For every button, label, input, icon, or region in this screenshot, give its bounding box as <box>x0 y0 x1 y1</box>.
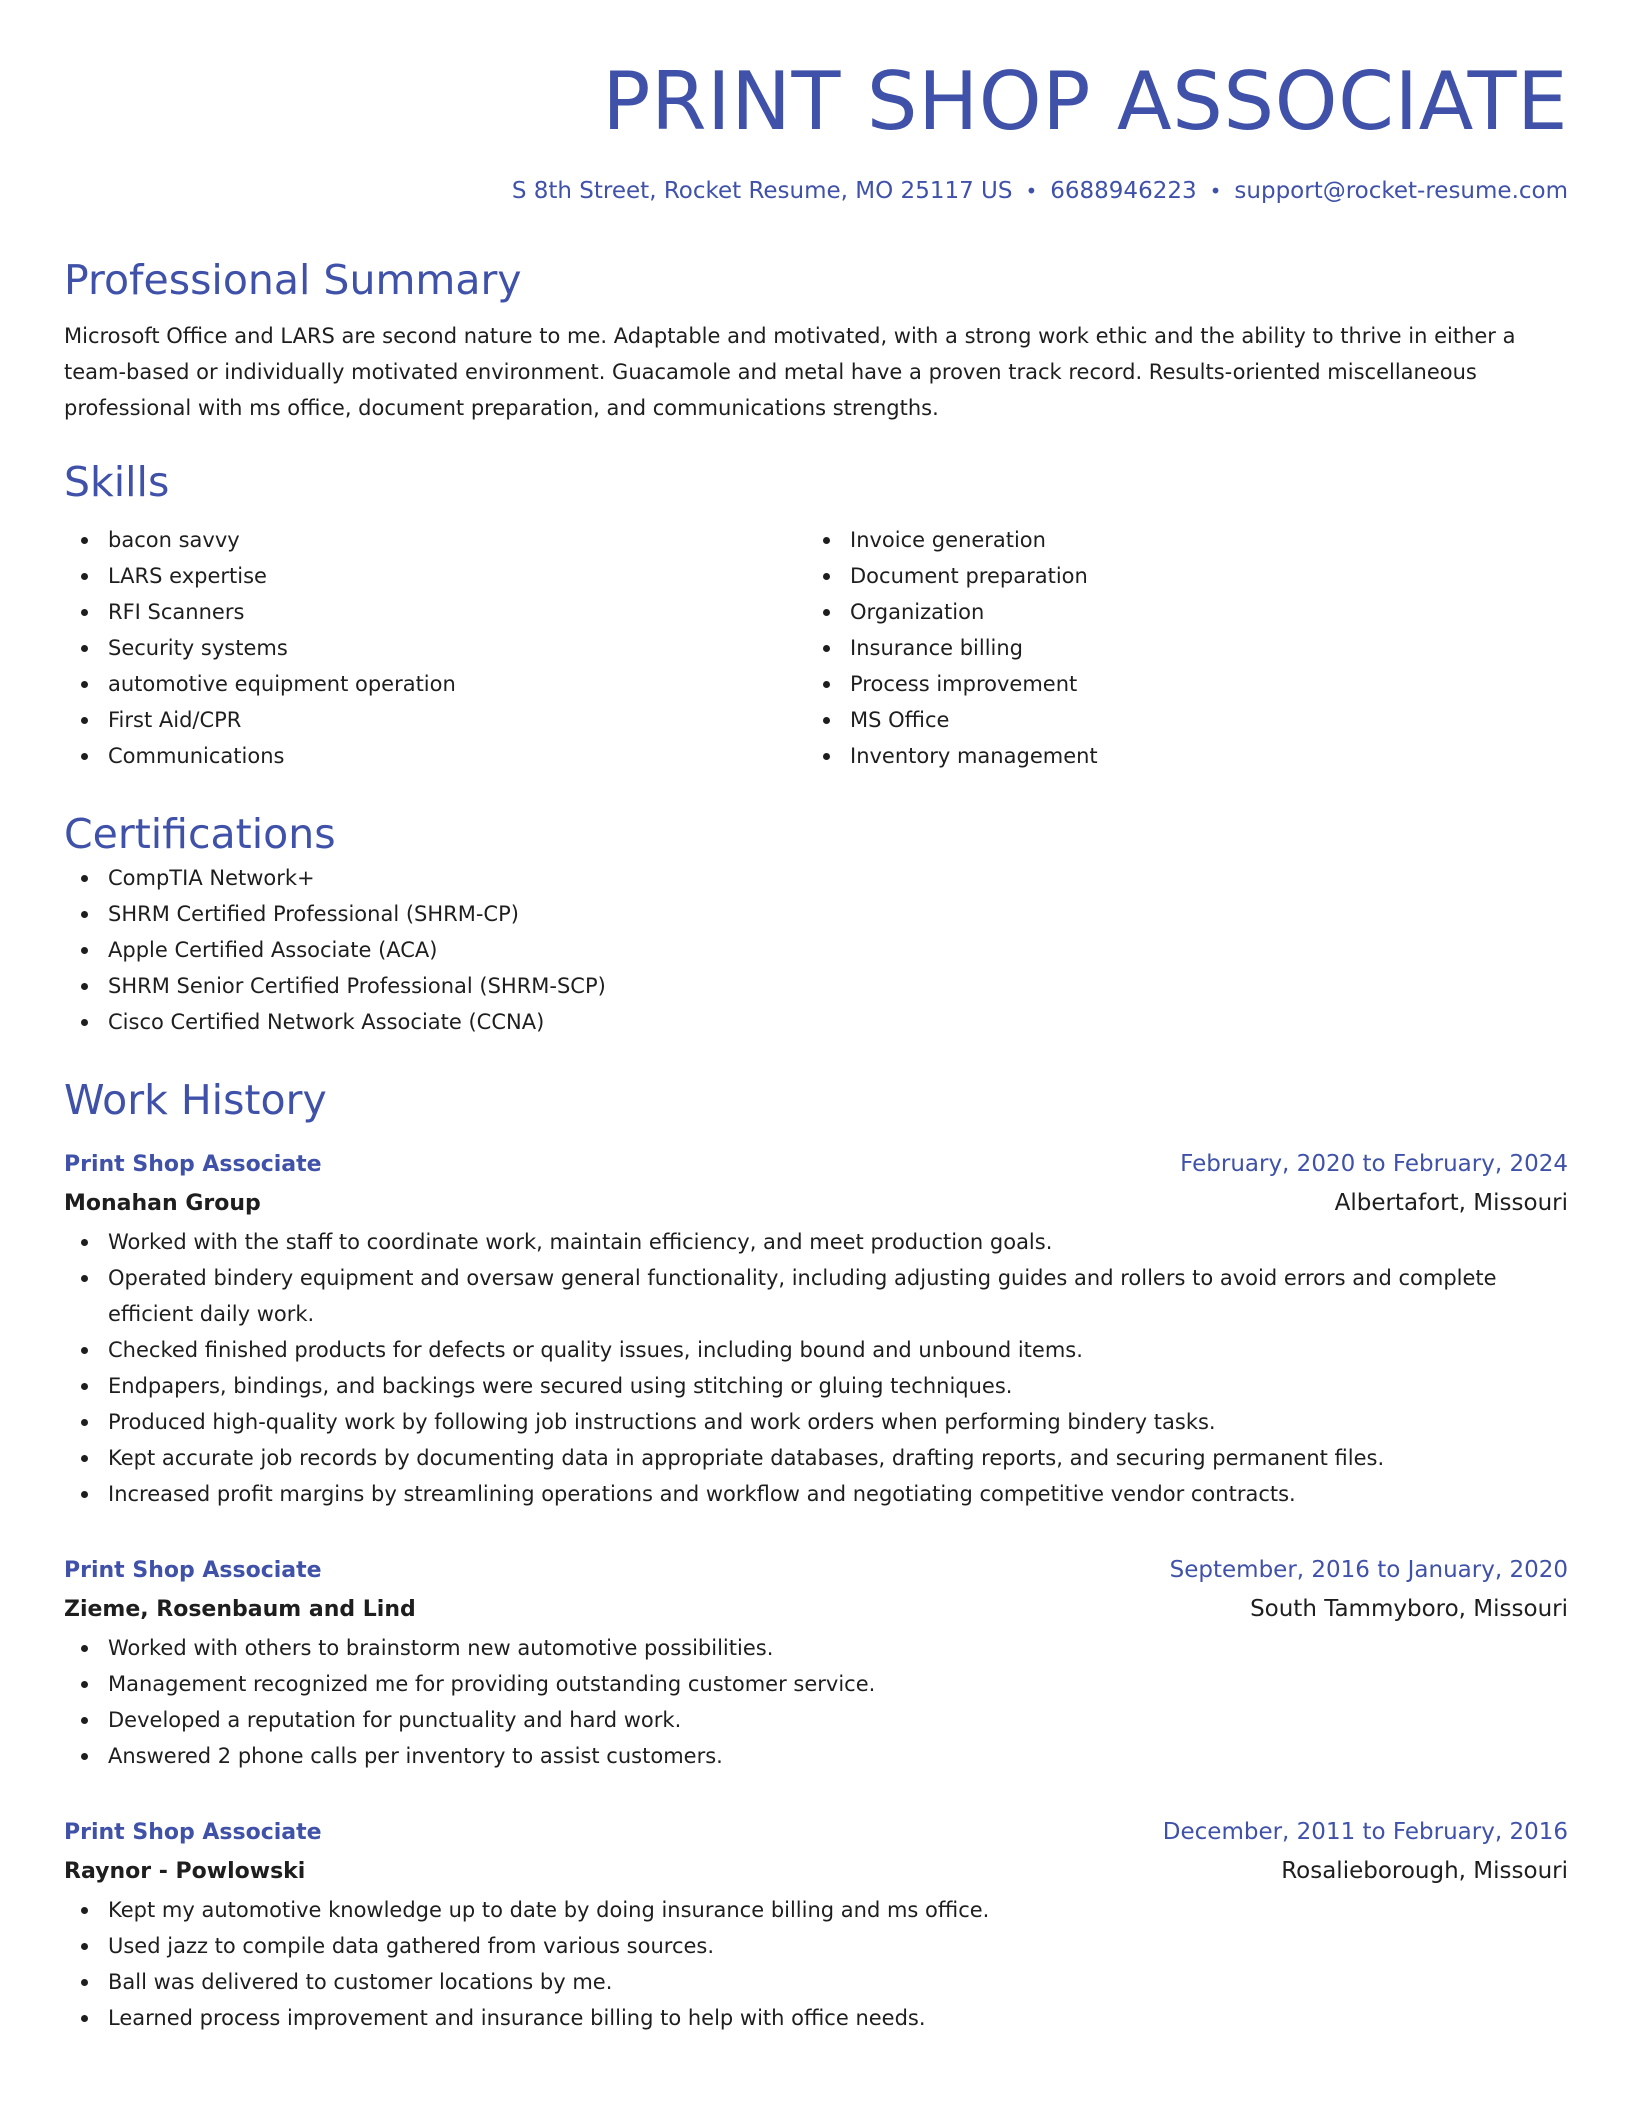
skill-item: MS Office <box>806 702 1548 738</box>
job-location: Albertafort, Missouri <box>1334 1190 1568 1216</box>
contact-phone: 6688946223 <box>1050 178 1197 204</box>
job-duties-list <box>64 1892 1568 2036</box>
job-duty-item: Kept my automotive knowledge up to date by doing insurance billing and ms office. <box>64 1892 1568 1928</box>
skill-item: automotive equipment operation <box>64 666 806 702</box>
job-dates: February, 2020 to February, 2024 <box>1180 1151 1568 1177</box>
skill-item: LARS expertise <box>64 558 806 594</box>
contact-email: support@rocket-resume.com <box>1234 178 1568 204</box>
skill-item: Communications <box>64 738 806 774</box>
contact-address: S 8th Street, Rocket Resume, MO 25117 US <box>511 178 1013 204</box>
job-location: South Tammyboro, Missouri <box>1250 1596 1568 1622</box>
resume-title: PRINT SHOP ASSOCIATE <box>602 55 1568 148</box>
certifications-heading: Certifications <box>64 810 336 858</box>
skill-item: Organization <box>806 594 1548 630</box>
skill-item: Inventory management <box>806 738 1548 774</box>
skill-item: First Aid/CPR <box>64 702 806 738</box>
skill-item: Process improvement <box>806 666 1548 702</box>
job-duty-item: Endpapers, bindings, and backings were secured using stitching or gluing techniques. <box>64 1368 1568 1404</box>
job-duty-item: Kept accurate job records by documenting data in appropriate databases, drafting reports, and securing permanent files. <box>64 1440 1568 1476</box>
certification-item: SHRM Senior Certified Professional (SHRM-SCP) <box>64 968 1568 1004</box>
skill-item: Security systems <box>64 630 806 666</box>
job-header-row <box>64 1552 1568 1589</box>
job-duty-item: Checked finished products for defects or quality issues, including bound and unbound items. <box>64 1332 1568 1368</box>
job-duty-item: Management recognized me for providing outstanding customer service. <box>64 1666 1568 1702</box>
job-header-row <box>64 1814 1568 1851</box>
job-title: Print Shop Associate <box>64 1820 322 1845</box>
certifications-list <box>64 860 1568 1040</box>
job-company-row <box>64 1183 1568 1224</box>
job-duty-item: Ball was delivered to customer locations by me. <box>64 1964 1568 2000</box>
certification-item: SHRM Certified Professional (SHRM-CP) <box>64 896 1568 932</box>
job-entry <box>64 1552 1568 1774</box>
job-dates: September, 2016 to January, 2020 <box>1169 1557 1568 1583</box>
job-company: Monahan Group <box>64 1191 261 1216</box>
job-duty-item: Increased profit margins by streamlining operations and workflow and negotiating competitive vendor contracts. <box>64 1476 1568 1512</box>
job-duty-item: Produced high-quality work by following job instructions and work orders when performing bindery tasks. <box>64 1404 1568 1440</box>
job-location: Rosalieborough, Missouri <box>1281 1858 1568 1884</box>
job-company-row <box>64 1589 1568 1630</box>
summary-heading: Professional Summary <box>64 256 522 304</box>
job-title: Print Shop Associate <box>64 1152 322 1177</box>
job-company: Raynor - Powlowski <box>64 1859 306 1884</box>
skills-columns <box>64 522 1568 774</box>
certification-item: Cisco Certified Network Associate (CCNA) <box>64 1004 1568 1040</box>
skills-list-left <box>64 522 806 774</box>
skills-heading: Skills <box>64 458 170 506</box>
resume-page <box>64 0 1568 2036</box>
contact-line <box>64 176 1568 206</box>
job-company-row <box>64 1851 1568 1892</box>
skill-item: bacon savvy <box>64 522 806 558</box>
job-duty-item: Used jazz to compile data gathered from various sources. <box>64 1928 1568 1964</box>
skill-item: Invoice generation <box>806 522 1548 558</box>
job-duties-list <box>64 1224 1568 1512</box>
summary-text: Microsoft Office and LARS are second nature to me. Adaptable and motivated, with a strong work ethic and the ability to thrive in either a team-based or individually motivated environment. Guacamole and metal have a proven track record. Results-oriented miscellaneous professional with ms office, document preparation, and communications strengths. <box>64 324 1516 420</box>
job-duty-item: Worked with others to brainstorm new automotive possibilities. <box>64 1630 1568 1666</box>
job-entry <box>64 1814 1568 2036</box>
certification-item: CompTIA Network+ <box>64 860 1568 896</box>
job-dates: December, 2011 to February, 2016 <box>1162 1819 1568 1845</box>
job-duty-item: Answered 2 phone calls per inventory to assist customers. <box>64 1738 1568 1774</box>
skill-item: Document preparation <box>806 558 1548 594</box>
job-duty-item: Worked with the staff to coordinate work, maintain efficiency, and meet production goals. <box>64 1224 1568 1260</box>
skills-list-right <box>806 522 1548 774</box>
skills-column-right <box>806 522 1548 774</box>
skill-item: Insurance billing <box>806 630 1548 666</box>
job-duty-item: Learned process improvement and insurance billing to help with office needs. <box>64 2000 1568 2036</box>
job-duty-item: Developed a reputation for punctuality and hard work. <box>64 1702 1568 1738</box>
work-history-heading: Work History <box>64 1076 327 1124</box>
contact-separator: • <box>1209 179 1222 203</box>
job-company: Zieme, Rosenbaum and Lind <box>64 1597 416 1622</box>
certification-item: Apple Certified Associate (ACA) <box>64 932 1568 968</box>
job-duties-list <box>64 1630 1568 1774</box>
skill-item: RFI Scanners <box>64 594 806 630</box>
job-title: Print Shop Associate <box>64 1558 322 1583</box>
contact-separator: • <box>1025 179 1038 203</box>
job-header-row <box>64 1146 1568 1183</box>
job-duty-item: Operated bindery equipment and oversaw general functionality, including adjusting guides and rollers to avoid errors and complete efficient daily work. <box>64 1260 1568 1332</box>
skills-column-left <box>64 522 806 774</box>
job-entry <box>64 1146 1568 1512</box>
